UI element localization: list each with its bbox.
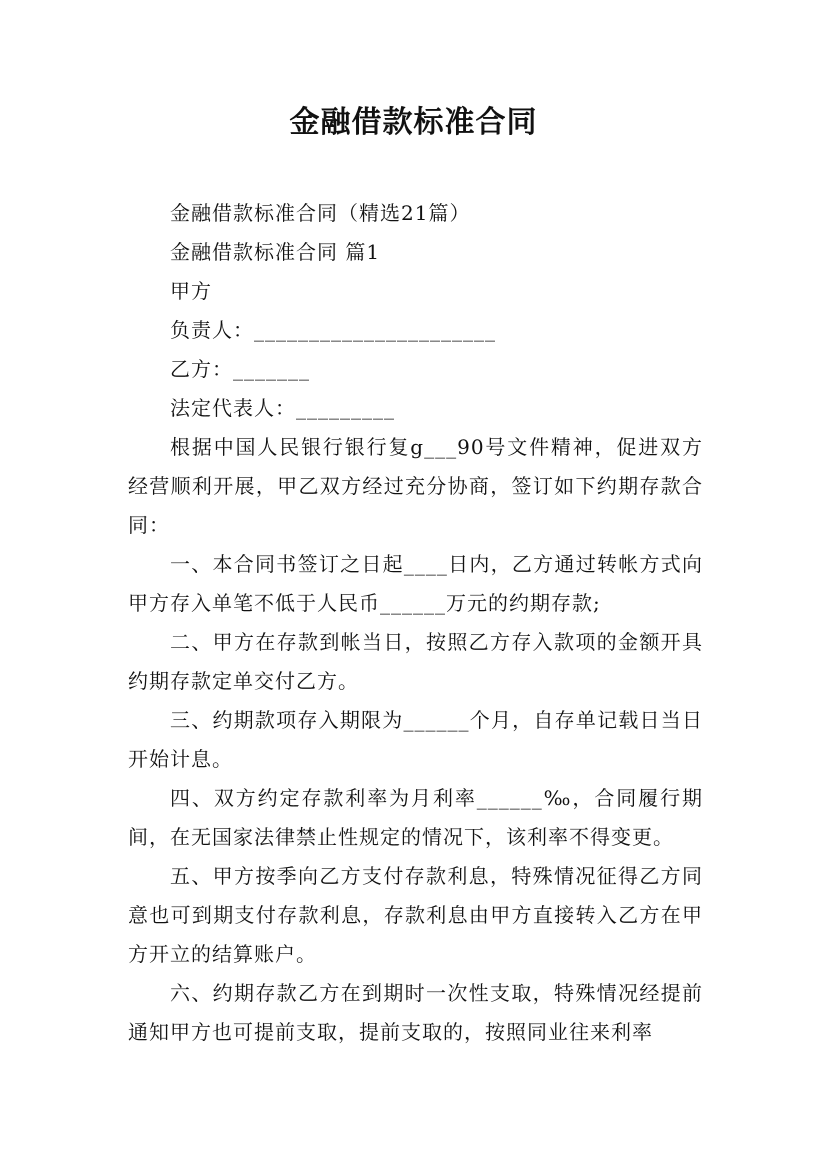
document-title: 金融借款标准合同 [289, 105, 538, 140]
paragraph-section-heading: 金融借款标准合同 篇1 [170, 240, 381, 264]
paragraph-legal-representative: 法定代表人：_________ [170, 396, 395, 420]
paragraph-clause-5: 五、甲方按季向乙方支付存款利息，特殊情况征得乙方同意也可到期支付存款利息，存款利息由甲方直接转入乙方在甲方开立的结算账户。 [128, 864, 703, 966]
paragraph-subtitle: 金融借款标准合同（精选21篇） [170, 201, 471, 225]
paragraph-preamble: 根据中国人民银行银行复g___90号文件精神，促进双方经营顺利开展，甲乙双方经过充分协商，签订如下约期存款合同： [128, 435, 703, 537]
paragraph-party-b: 乙方：_______ [170, 357, 310, 381]
paragraph-clause-2: 二、甲方在存款到帐当日，按照乙方存入款项的金额开具约期存款定单交付乙方。 [128, 630, 703, 693]
paragraph-clause-3: 三、约期款项存入期限为______个月，自存单记载日当日开始计息。 [128, 708, 703, 771]
document-body [128, 194, 703, 1052]
paragraph-clause-4: 四、双方约定存款利率为月利率______‰，合同履行期间，在无国家法律禁止性规定的情况下，该利率不得变更。 [128, 786, 703, 849]
paragraph-clause-1: 一、本合同书签订之日起____日内，乙方通过转帐方式向甲方存入单笔不低于人民币______万元的约期存款; [128, 552, 703, 615]
paragraph-clause-6: 六、约期存款乙方在到期时一次性支取，特殊情况经提前通知甲方也可提前支取，提前支取的，按照同业往来利率 [128, 981, 703, 1044]
paragraph-responsible-person: 负责人：______________________ [170, 318, 496, 342]
paragraph-party-a: 甲方 [170, 279, 212, 303]
